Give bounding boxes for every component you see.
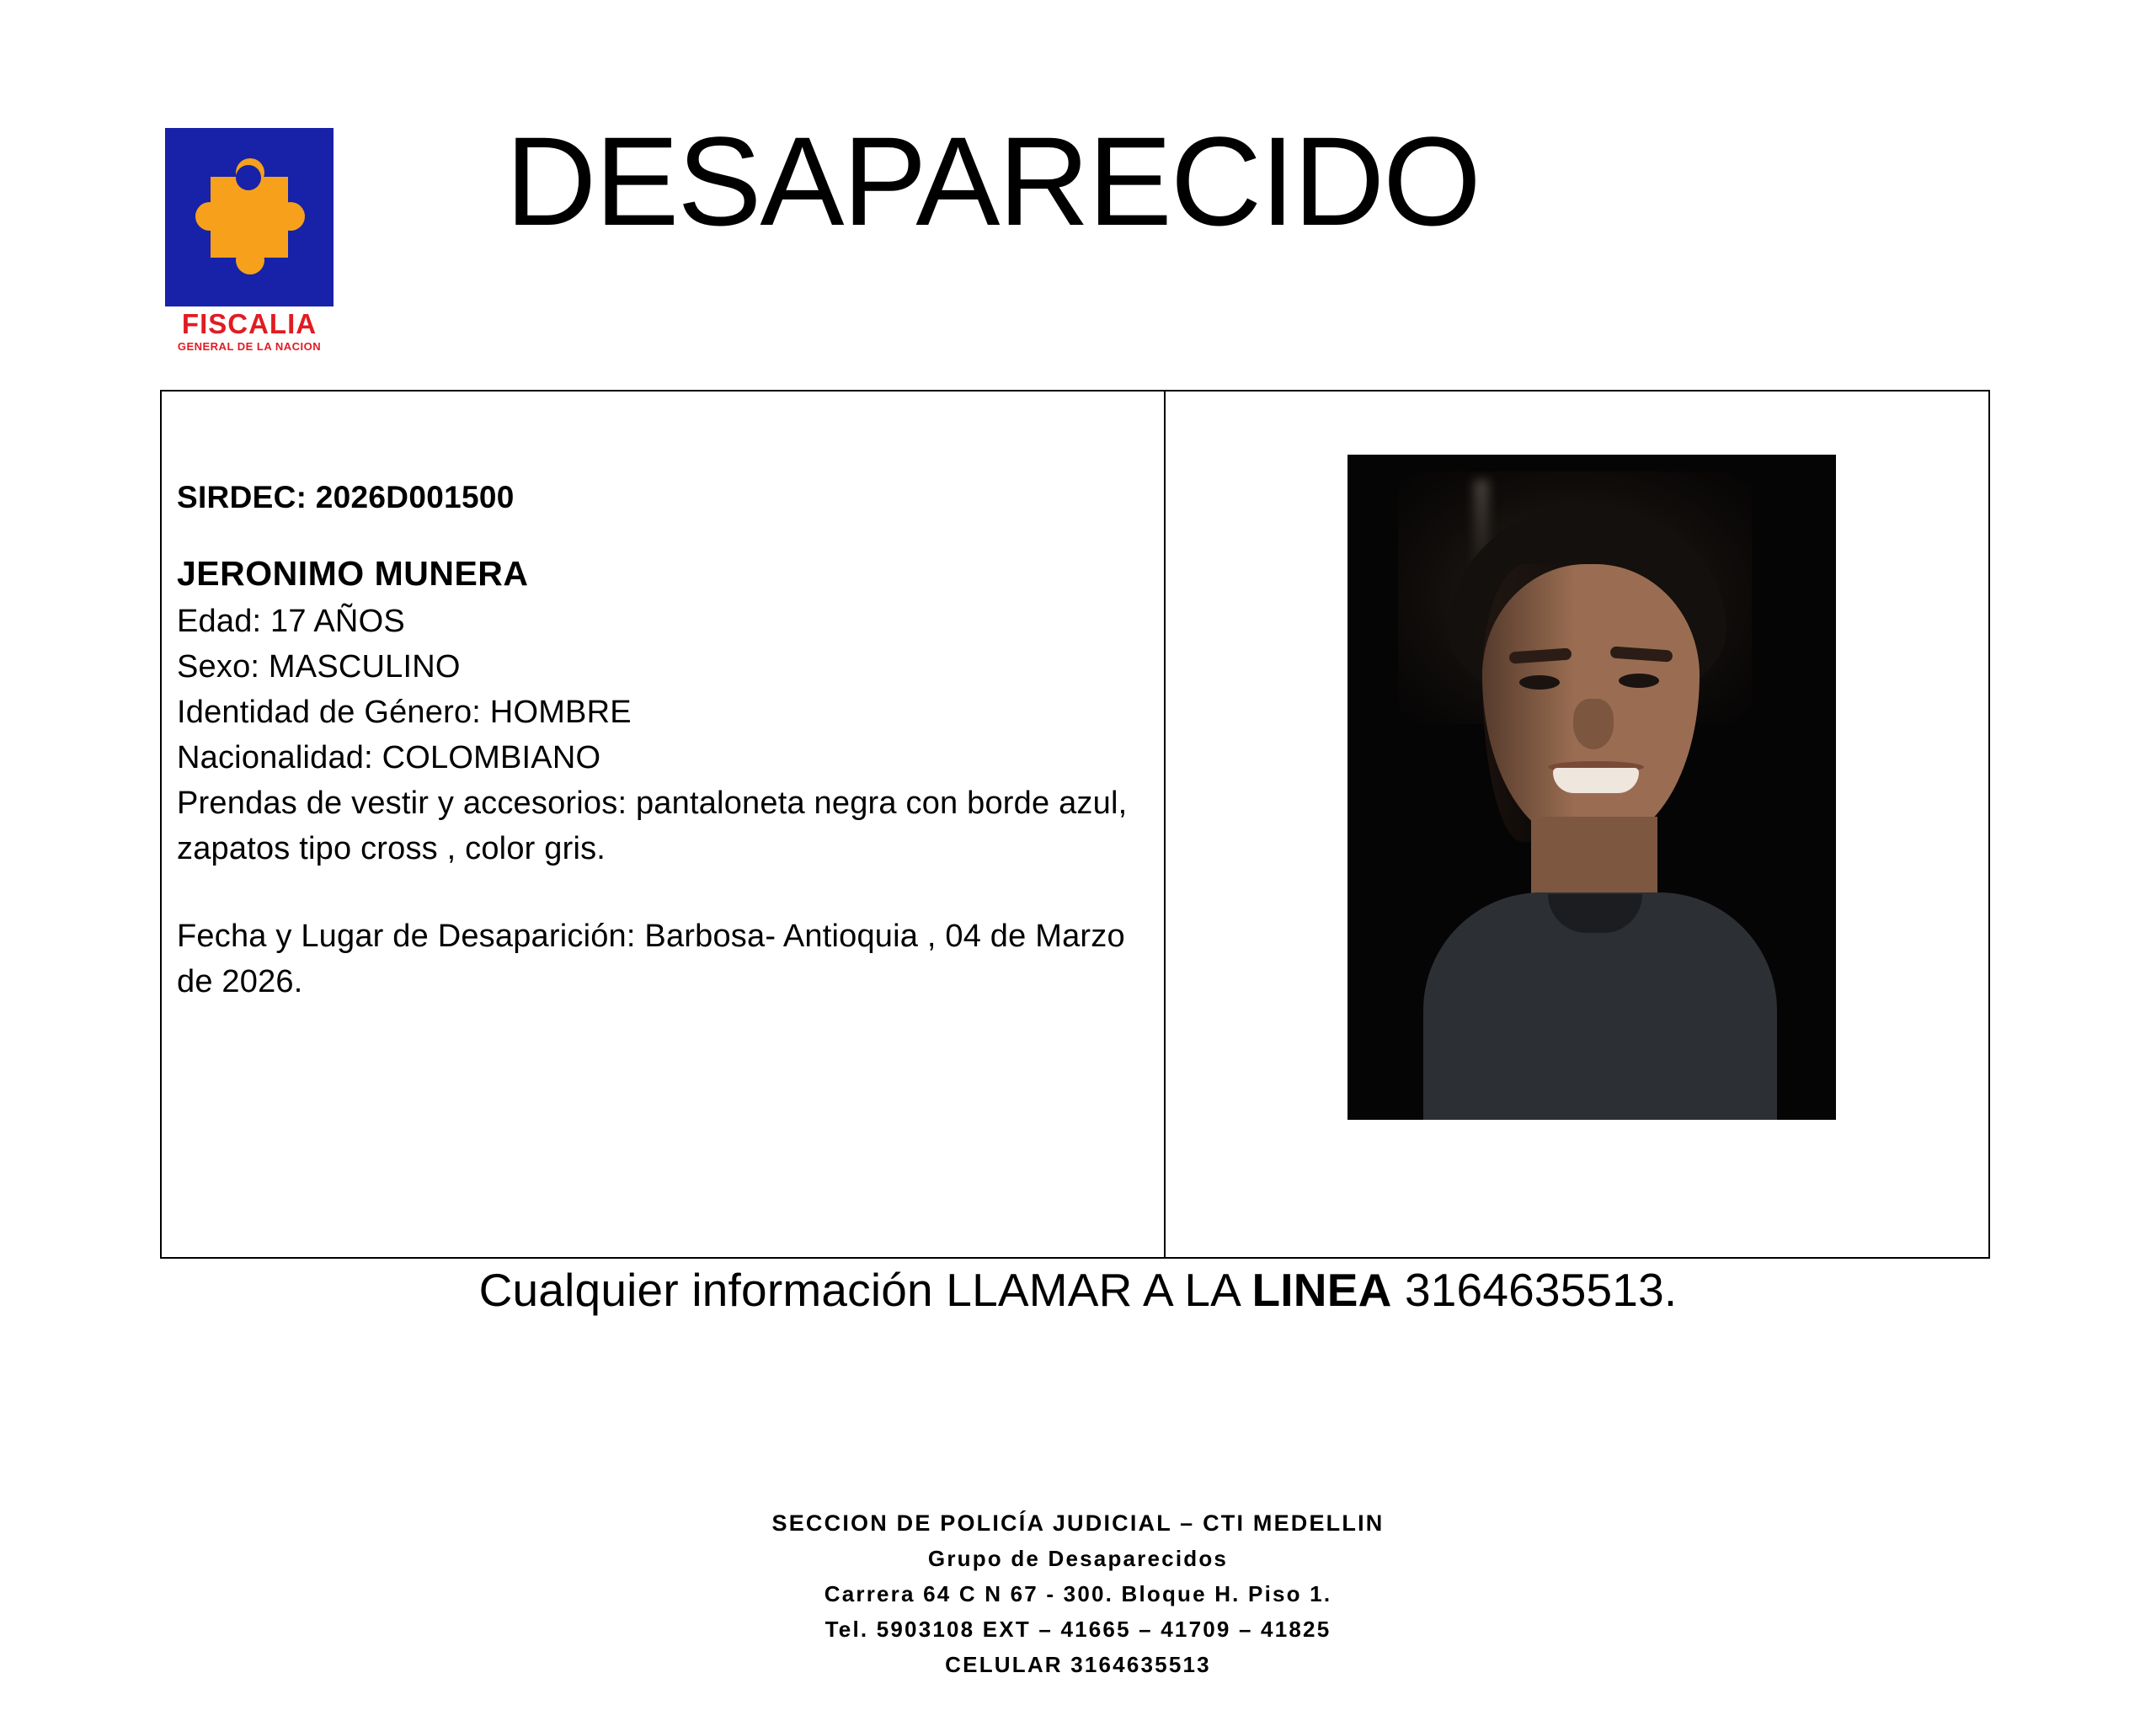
details-spacer bbox=[177, 871, 1154, 914]
footer-address: Carrera 64 C N 67 - 300. Bloque H. Piso 1. bbox=[824, 1581, 1332, 1606]
page-title: DESAPARECIDO bbox=[505, 110, 1480, 252]
person-clothing: Prendas de vestir y accesorios: pantaloneta negra con borde azul, zapatos tipo cross , color gris. bbox=[177, 786, 1128, 866]
footer-cellular: CELULAR 3164635513 bbox=[945, 1652, 1211, 1677]
contact-phone-number: 3164635513. bbox=[1391, 1264, 1678, 1316]
logo-title: FISCALIA bbox=[181, 308, 318, 339]
person-details bbox=[177, 480, 1154, 1004]
footer-phone: Tel. 5903108 EXT – 41665 – 41709 – 41825 bbox=[825, 1617, 1331, 1642]
disappearance-details: Fecha y Lugar de Desaparición: Barbosa- Antioquia , 04 de Marzo de 2026. bbox=[177, 919, 1125, 999]
footer-group: Grupo de Desaparecidos bbox=[927, 1546, 1229, 1571]
contact-line-bold: LINEA bbox=[1251, 1264, 1392, 1316]
person-age: Edad: 17 AÑOS bbox=[177, 604, 405, 639]
person-name: JERONIMO MUNERA bbox=[177, 554, 529, 593]
fiscalia-logo bbox=[165, 128, 334, 364]
sirdec-id: SIRDEC: 2026D001500 bbox=[177, 480, 515, 514]
person-nationality: Nacionalidad: COLOMBIANO bbox=[177, 740, 601, 775]
missing-person-photo bbox=[1348, 455, 1836, 1120]
photo-container bbox=[1348, 455, 1836, 1120]
logo-badge bbox=[165, 128, 334, 306]
person-gender-identity: Identidad de Género: HOMBRE bbox=[177, 695, 632, 730]
person-sex: Sexo: MASCULINO bbox=[177, 649, 461, 685]
footer-section: SECCION DE POLICÍA JUDICIAL – CTI MEDELLIN bbox=[771, 1510, 1385, 1536]
puzzle-piece-icon bbox=[195, 158, 303, 274]
poster-footer bbox=[0, 1505, 2156, 1682]
poster-header bbox=[0, 109, 2156, 362]
box-divider bbox=[1164, 390, 1166, 1259]
logo-subtitle: GENERAL DE LA NACION bbox=[177, 340, 322, 353]
contact-line bbox=[0, 1263, 2156, 1317]
contact-line-prefix: Cualquier información LLAMAR A LA bbox=[478, 1264, 1252, 1316]
